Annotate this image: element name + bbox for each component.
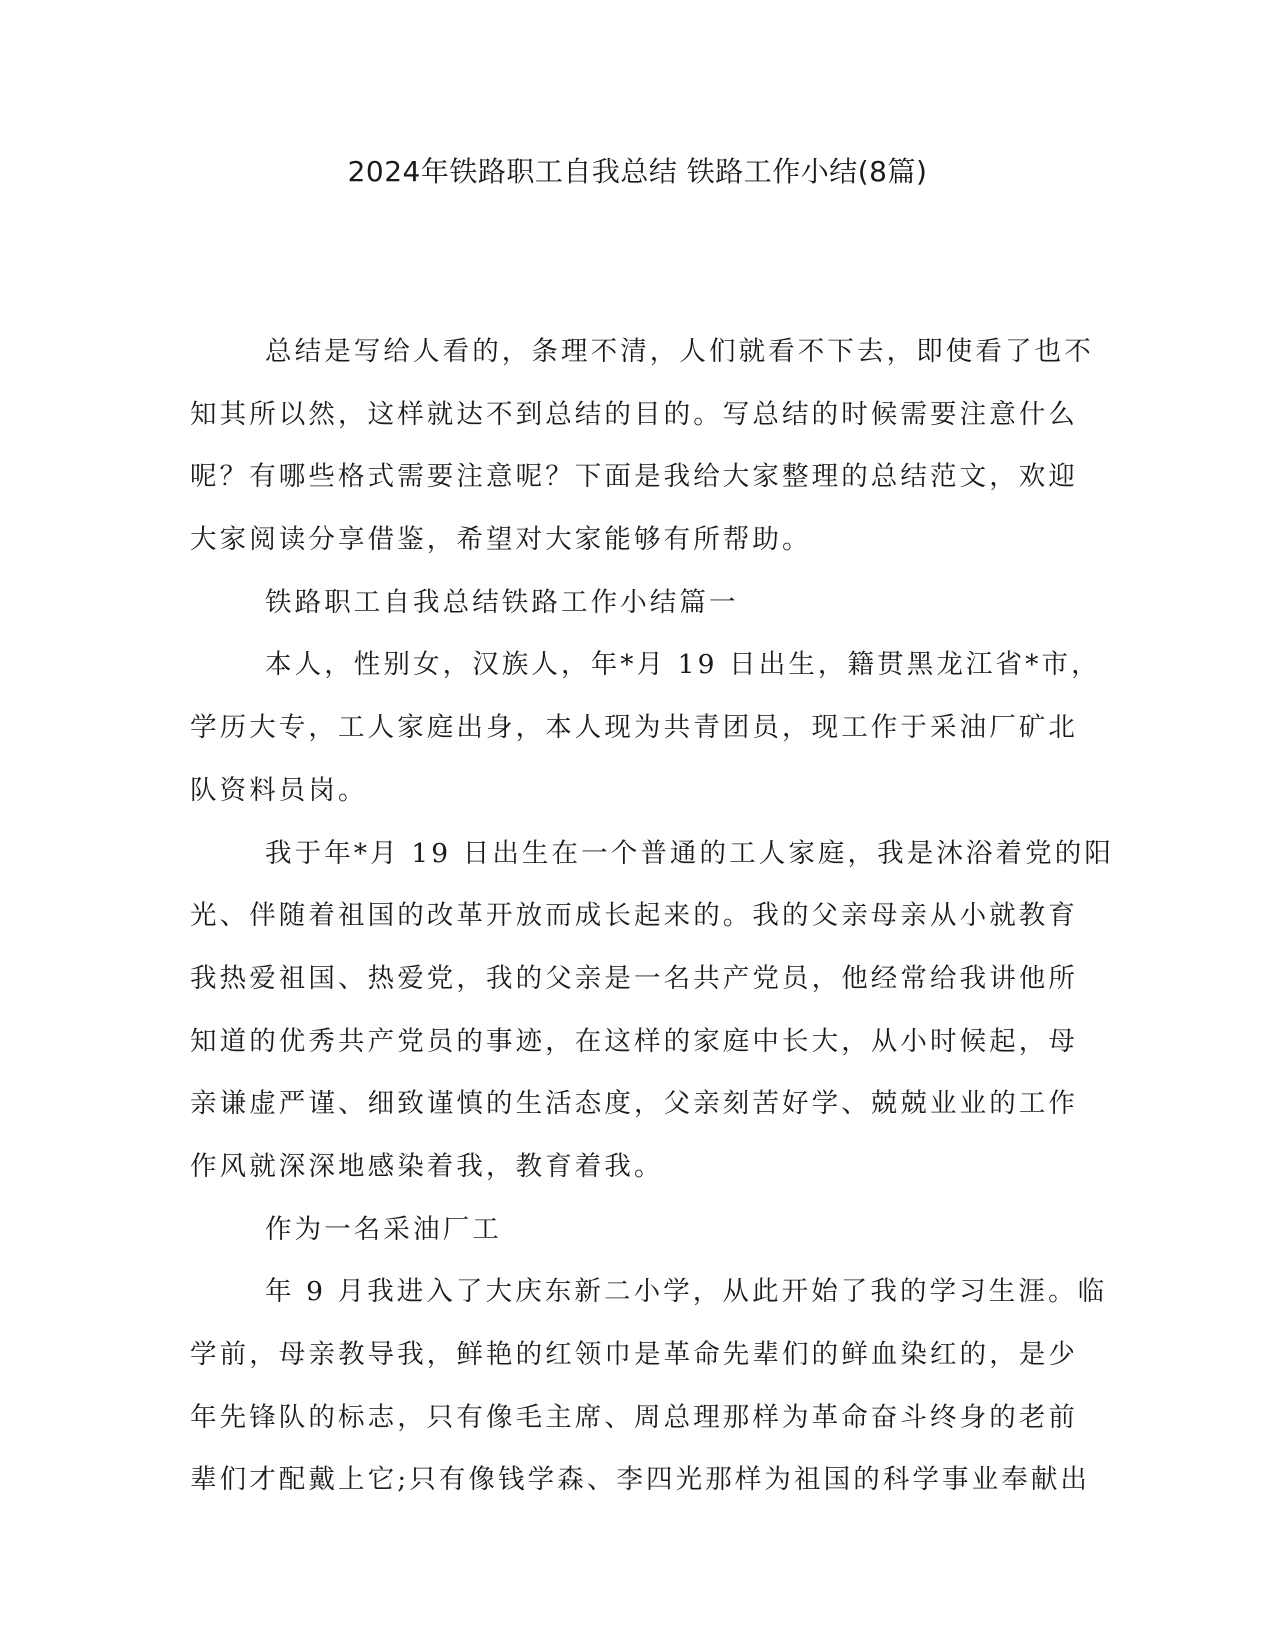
paragraph-line: 知道的优秀共产党员的事迹，在这样的家庭中长大，从小时候起，母 (190, 1025, 1078, 1057)
paragraph-line: 年先锋队的标志，只有像毛主席、周总理那样为革命奋斗终身的老前 (190, 1401, 1078, 1433)
paragraph-line: 我热爱祖国、热爱党，我的父亲是一名共产党员，他经常给我讲他所 (190, 962, 1078, 994)
paragraph-line: 总结是写给人看的，条理不清，人们就看不下去，即使看了也不 (265, 336, 1094, 367)
paragraph-line: 作为一名采油厂工 (265, 1213, 502, 1245)
document-body (190, 336, 1114, 1529)
paragraph-line: 年 9 月我进入了大庆东新二小学，从此开始了我的学习生涯。临 (265, 1276, 1108, 1308)
paragraph-line: 队资料员岗。 (190, 774, 368, 806)
paragraph-line: 光、伴随着祖国的改革开放而成长起来的。我的父亲母亲从小就教育 (190, 900, 1078, 932)
paragraph-line: 大家阅读分享借鉴，希望对大家能够有所帮助。 (190, 524, 812, 556)
paragraph-line: 本人，性别女，汉族人，年*月 19 日出生，籍贯黑龙江省*市， (265, 649, 1101, 681)
paragraph-line: 知其所以然，这样就达不到总结的目的。写总结的时候需要注意什么 (190, 398, 1078, 430)
paragraph-line: 学前，母亲教导我，鲜艳的红领巾是革命先辈们的鲜血染红的，是少 (190, 1339, 1078, 1370)
paragraph-line: 作风就深深地感染着我，教育着我。 (190, 1150, 664, 1182)
paragraph-line: 呢？有哪些格式需要注意呢？下面是我给大家整理的总结范文，欢迎 (190, 461, 1078, 493)
document-title: 2024年铁路职工自我总结 铁路工作小结(8篇) (347, 155, 928, 188)
paragraph-line: 亲谦虚严谨、细致谨慎的生活态度，父亲刻苦好学、兢兢业业的工作 (190, 1088, 1078, 1120)
paragraph-line: 辈们才配戴上它;只有像钱学森、李四光那样为祖国的科学事业奉献出 (190, 1464, 1091, 1496)
paragraph-line: 学历大专，工人家庭出身，本人现为共青团员，现工作于采油厂矿北 (190, 712, 1078, 744)
paragraph-line: 我于年*月 19 日出生在一个普通的工人家庭，我是沐浴着党的阳 (265, 837, 1114, 869)
section-heading: 铁路职工自我总结铁路工作小结篇一 (265, 586, 739, 618)
